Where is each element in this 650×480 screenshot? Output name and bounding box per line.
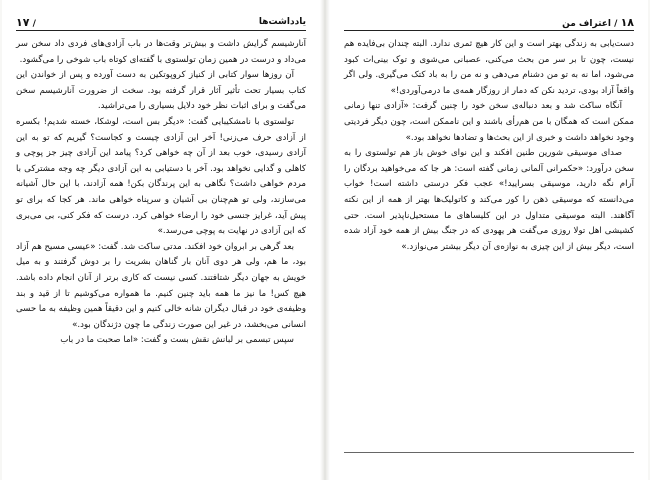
left-page-header: [16, 14, 306, 31]
paragraph: آن روز‌ها سوار کتابی از کنیاز کروپوتکین به دست آورده و پس از خواندن این کتاب بسیار تحت تأثیر آثار قرار گرفته بود. سخت از ضرورت آنارشیسم سخن می‌گفت و برای اثبات نظر خود دلایل بسیاری را می‌تراشید.: [16, 70, 306, 112]
right-page: [330, 0, 648, 480]
page-number-group: [16, 16, 36, 29]
paragraph: دست‌یابی به زندگی بهتر است و این کار هیچ ثمری ندارد. البته چندان بی‌فایده هم نیست، چون تا بر سر من بحث می‌کنی، عصبانی می‌شوی و توک بینی‌ات کبود می‌شود، اما نه به تو من دشنام می‌دهی و نه من را به باد کتک می‌گیری. ولی اگر واقعاً آزاد بودی، تردید نکن که دمار از روزگار همه‌ی ما درمی‌آوردی!»: [344, 39, 634, 96]
page-number-group: [562, 16, 634, 29]
header-separator: /: [614, 18, 618, 29]
left-page: [2, 0, 320, 480]
right-page-header: [344, 14, 634, 31]
paragraph: صدای موسیقی شورین طنین افکند و این نوای خوش باز هم تولستوی را به سخن درآورد: «حکمرانی آلمانی زمانی گفته است: هر جا که می‌خواهید بردگان را آرام نگه دارید، موسیقی بسرایید!» عجب فکر درستی داشته است! خواب می‌دانسته که موسیقی ذهن را کور می‌کند و کاتولیک‌ها بهتر از همه از این نکته آگاهند. البته موسیقی متداول در این کلیساهای ما مستحیل‌ناپذیر است. حتی کشیشی اهل تولا روزی می‌گفت هر یهودی که در جنگ بیش از همه خود آزاد شده است، دیگر بیش از این چیزی به نوازه‌ی آن دیگر بیشتر می‌نوازد.»: [344, 148, 634, 252]
header-separator: /: [32, 18, 36, 29]
paragraph: بعد گرهی بر ابروان خود افکند. مدتی ساکت شد. گفت: «عیسی مسیح هم آزاد بود، ما هم، ولی هر دوی آنان بار گناهان بشریت را بر دوش گرفتند و به میل خویش به جهان دیگر شتافتند. کسی نیست که کاری برتر از آنان انجام داده باشد. هیچ کس! ما نیز ما همه باید چنین کنیم. ما همواره می‌کوشیم تا از قید و بند وظیفه‌ی خود در قبال دیگران شانه خالی کنیم و این دقیقاً همین وظیفه به ما حسی انسانی می‌بخشد، در غیر این صورت زندگی ما چون دژندگان بود.»: [16, 241, 306, 330]
page-bottom-rule: [344, 452, 634, 453]
running-title: اعتراف من: [562, 18, 611, 29]
page-number: ۱۸: [620, 15, 634, 29]
paragraph: آنارشیسم گرایش داشت و بیش‌تر وقت‌ها در باب آزادی‌های فردی داد سخن سر می‌داد و درست در همین زمان تولستوی با گفته‌ای کوتاه باب شوخی را می‌گشود.: [16, 39, 306, 65]
running-title: یادداشت‌ها: [258, 17, 306, 27]
paragraph: سپس تبسمی بر لبانش نقش بست و گفت: «اما صحبت ما در باب: [60, 335, 294, 346]
paragraph: تولستوی با نامشکیبایی گفت: «دیگر بس است، لوشکا، خسته شدیم! بکسره از آزادی حرف می‌زنی! آخر این آزادی چیست و کجاست؟ گیریم که تو به این آزادی رسیدی، خوب بعد از آن چه خواهی کرد؟ پیامد این آزادی چیز جز پوچی و کاهلی و گدایی نخواهد بود. آخر با دستیابی به این آزادی دیگر چه وجه مشترکی با مردم خواهی داشت؟ نگاهی به این پرندگان بکن! همه آزادند، با این حال آشیانه می‌سازند، ولی تو هم‌چنان بی آشیان و سرپناه خواهی ماند. هر کجا که برای تو پیش آید، غرایز جنسی خود را ارضاء خواهی کرد. درست که فکر کنی، بی می‌بری که این آزادی در نهایت به پوچی می‌رسد.»: [16, 116, 306, 237]
paragraph: آنگاه ساکت شد و بعد دنباله‌ی سخن خود را چنین گرفت: «آزادی تنها زمانی ممکن است که همگان با من هم‌رأی باشند و این ناممکن است، چون دیگر فردیتی وجود نخواهد داشت و خبری از این بحث‌ها و تضادها نخواهد بود.»: [344, 101, 634, 143]
page-number: ۱۷: [16, 15, 30, 29]
book-gutter: [320, 0, 330, 480]
left-page-body: [16, 37, 306, 349]
right-page-body: [344, 37, 634, 255]
